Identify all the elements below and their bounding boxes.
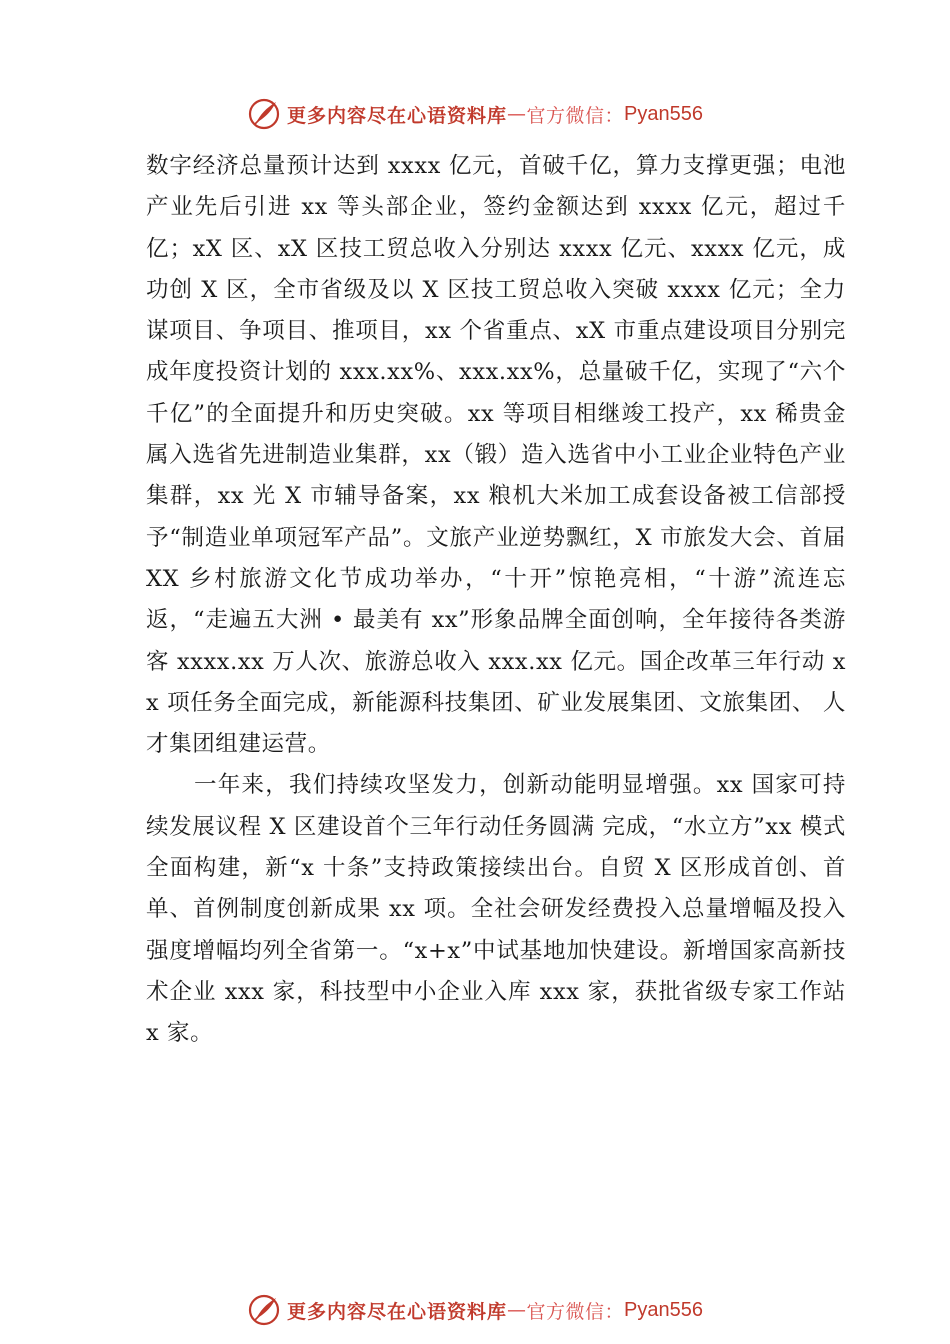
quill-pen-logo-icon: [247, 97, 281, 131]
document-body: [146, 146, 846, 1055]
header-watermark: [0, 94, 950, 134]
quill-pen-logo-icon: [247, 1293, 281, 1327]
paragraph-1: 数字经济总量预计达到 xxxx 亿元，首破千亿，算力支撑更强；电池产业先后引进 xx 等头部企业，签约金额达到 xxxx 亿元，超过千亿；xX 区、xX 区技工贸总收入分别达 xxxx 亿元、xxxx 亿元，成功创 X 区，全市省级及以 X 区技工贸总收入突破 xxxx 亿元；全力谋项目、争项目、推项目，xx 个省重点、xX 市重点建设项目分别完成年度投资计划的 xxx.xx%、xxx.xx%，总量破千亿，实现了“六个千亿”的全面提升和历史突破。xx 等项目相继竣工投产，xx 稀贵金属入选省先进制造业集群，xx（锻）造入选省中小工业企业特色产业集群，xx 光 X 市辅导备案，xx 粮机大米加工成套设备被工信部授予“制造业单项冠军产品”。文旅产业逆势飘红，X 市旅发大会、首届 XX 乡村旅游文化节成功举办，“十开”惊艳亮相，“十游”流连忘返，“走遍五大洲 • 最美有 xx”形象品牌全面创响，全年接待各类游客 xxxx.xx 万人次、旅游总收入 xxx.xx 亿元。国企改革三年行动 xx 项任务全面完成，新能源科技集团、矿业发展集团、文旅集团、 人才集团组建运营。: [146, 153, 846, 758]
watermark-wechat-id: Pyan556: [624, 102, 703, 125]
watermark-separator: —: [507, 103, 527, 125]
watermark-wechat-label: 官方微信：: [526, 1300, 625, 1323]
watermark-wechat-id: Pyan556: [624, 1298, 703, 1321]
footer-watermark: [0, 1290, 950, 1330]
watermark-text: 更多内容尽在心语资料库: [287, 104, 508, 127]
watermark-separator: —: [507, 1299, 527, 1321]
watermark-wechat-label: 官方微信：: [526, 104, 625, 127]
watermark-text: 更多内容尽在心语资料库: [287, 1300, 508, 1323]
paragraph-2: 一年来，我们持续攻坚发力，创新动能明显增强。xx 国家可持续发展议程 X 区建设首个三年行动任务圆满 完成，“水立方”xx 模式全面构建，新“x 十条”支持政策接续出台。自贸 X 区形成首创、首单、首例制度创新成果 xx 项。全社会研发经费投入总量增幅及投入强度增幅均列全省第一。“x+x”中试基地加快建设。新增国家高新技术企业 xxx 家，科技型中小企业入库 xxx 家，获批省级专家工作站 x 家。: [146, 772, 846, 1047]
